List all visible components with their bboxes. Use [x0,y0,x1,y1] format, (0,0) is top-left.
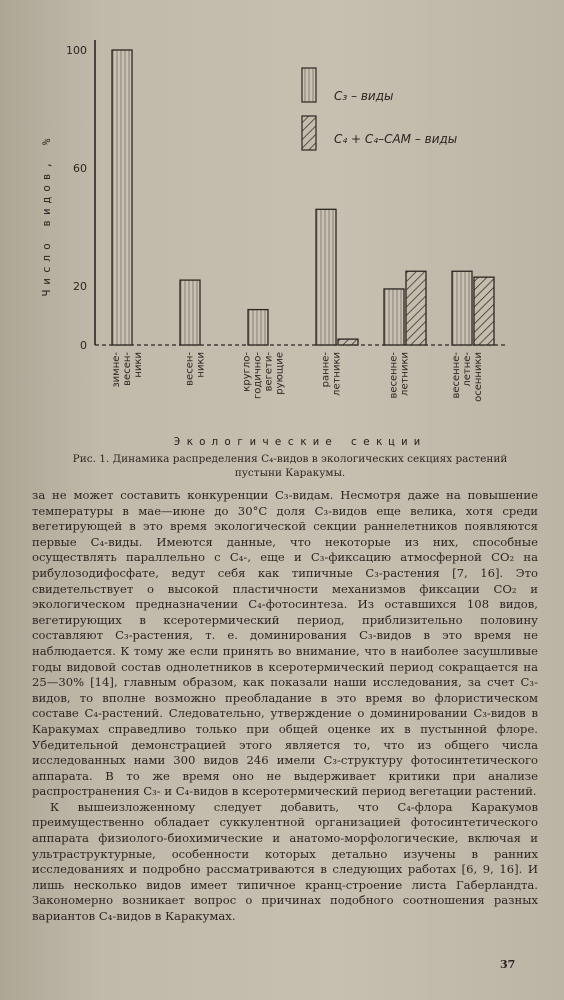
y-tick-labels [66,44,87,352]
figure-caption [40,452,540,480]
legend-label-c3: C₃ – виды [334,89,394,103]
y-tick-label: 100 [66,44,87,57]
bar-c4 [338,339,358,345]
y-tick-label: 0 [80,339,87,352]
paragraph-2: К вышеизложенному следует добавить, что C₄-флора Каракумов преимущественно обладает суккулентной организацией фотосинтетического аппарата физиолого-биохимические и анатомо-морфологические, включая и ультраструктурные, особенности которых детально изучены в ранних исследованиях и подробно рассматриваются в следующих работах [6, 9, 16]. И лишь несколько видов имеет типичное кранц-строение листа Габерландта. Закономерно возникает вопрос о причинах подобного соотношения разных вариантов C₄-видов в Каракумах. [32,799,538,924]
category-label: кругло-годично-вегети-рующие [241,352,286,399]
x-axis-label: Экологические секции [173,435,427,448]
bar-c3 [180,280,200,345]
category-label: весенне-летники [388,352,411,399]
caption-line-1: Рис. 1. Динамика распределения C₄-видов в экологических секциях растений [72,453,508,465]
bar-c3 [112,50,132,345]
y-axis-label: Число видов, % [40,133,53,297]
bar-c3 [452,271,472,345]
legend [302,68,457,150]
bar-c4 [474,277,494,345]
category-labels [111,352,484,402]
y-tick-label: 60 [73,162,87,175]
y-tick-label: 20 [73,280,87,293]
body-text [32,488,538,925]
bar-c3 [316,209,336,345]
legend-swatch-c3 [302,68,316,102]
caption-line-2: пустыни Каракумы. [234,467,346,479]
bar-c3 [248,310,268,345]
page-number: 37 [500,958,516,971]
bar-c4 [406,271,426,345]
bar-chart [0,0,564,450]
category-label: весен-ники [184,352,207,386]
category-label: ранне-летники [320,352,343,396]
bar-c3 [384,289,404,345]
legend-swatch-c4 [302,116,316,150]
paragraph-1: за не может составить конкуренции C₃-видам. Несмотря даже на повышение температуры в мае—июне до 30°C доля C₃-видов еще велика, хотя среди вегетирующей в это время экологической секции раннелетников появляются первые C₄-виды. Имеются данные, что некоторые из них, способные осуществлять параллельно с C₄-, еще и C₃-фиксацию атмосферной CO₂ на рибулозодифосфате, ведут себя как типичные C₃-растения [7, 16]. Это свидетельствует о высокой пластичности механизмов фиксации CO₂ и экологическом предназначении C₄-фотосинтеза. Из оставшихся 108 видов, вегетирующих в ксеротермический период, приблизительно половину составляют C₃-растения, т. е. доминирования C₃-видов в это время не наблюдается. К тому же если принять во внимание, что в наиболее засушливые годы видовой состав однолетников в ксеротермический период сокращается на 25—30% [14], главным образом, как показали наши исследования, за счет C₃-видов, то вполне возможно преобладание в это время во флористическом составе C₄-растений. Следовательно, утверждение о доминировании C₃-видов в Каракумах справедливо только при общей оценке их в пустынной флоре. Убедительной демонстрацией этого является то, что из общего числа исследованных нами 300 видов 246 имели C₃-структуру фотосинтетического аппарата. В то же время оно не выдерживает критики при анализе распространения C₃- и C₄-видов в ксеротермический период вегетации растений. [32,488,538,799]
legend-label-c4: C₄ + C₄–CAM – виды [334,132,458,146]
category-label: весенне-летне-осенники [451,352,484,402]
category-label: зимне-весен-ники [111,352,144,388]
